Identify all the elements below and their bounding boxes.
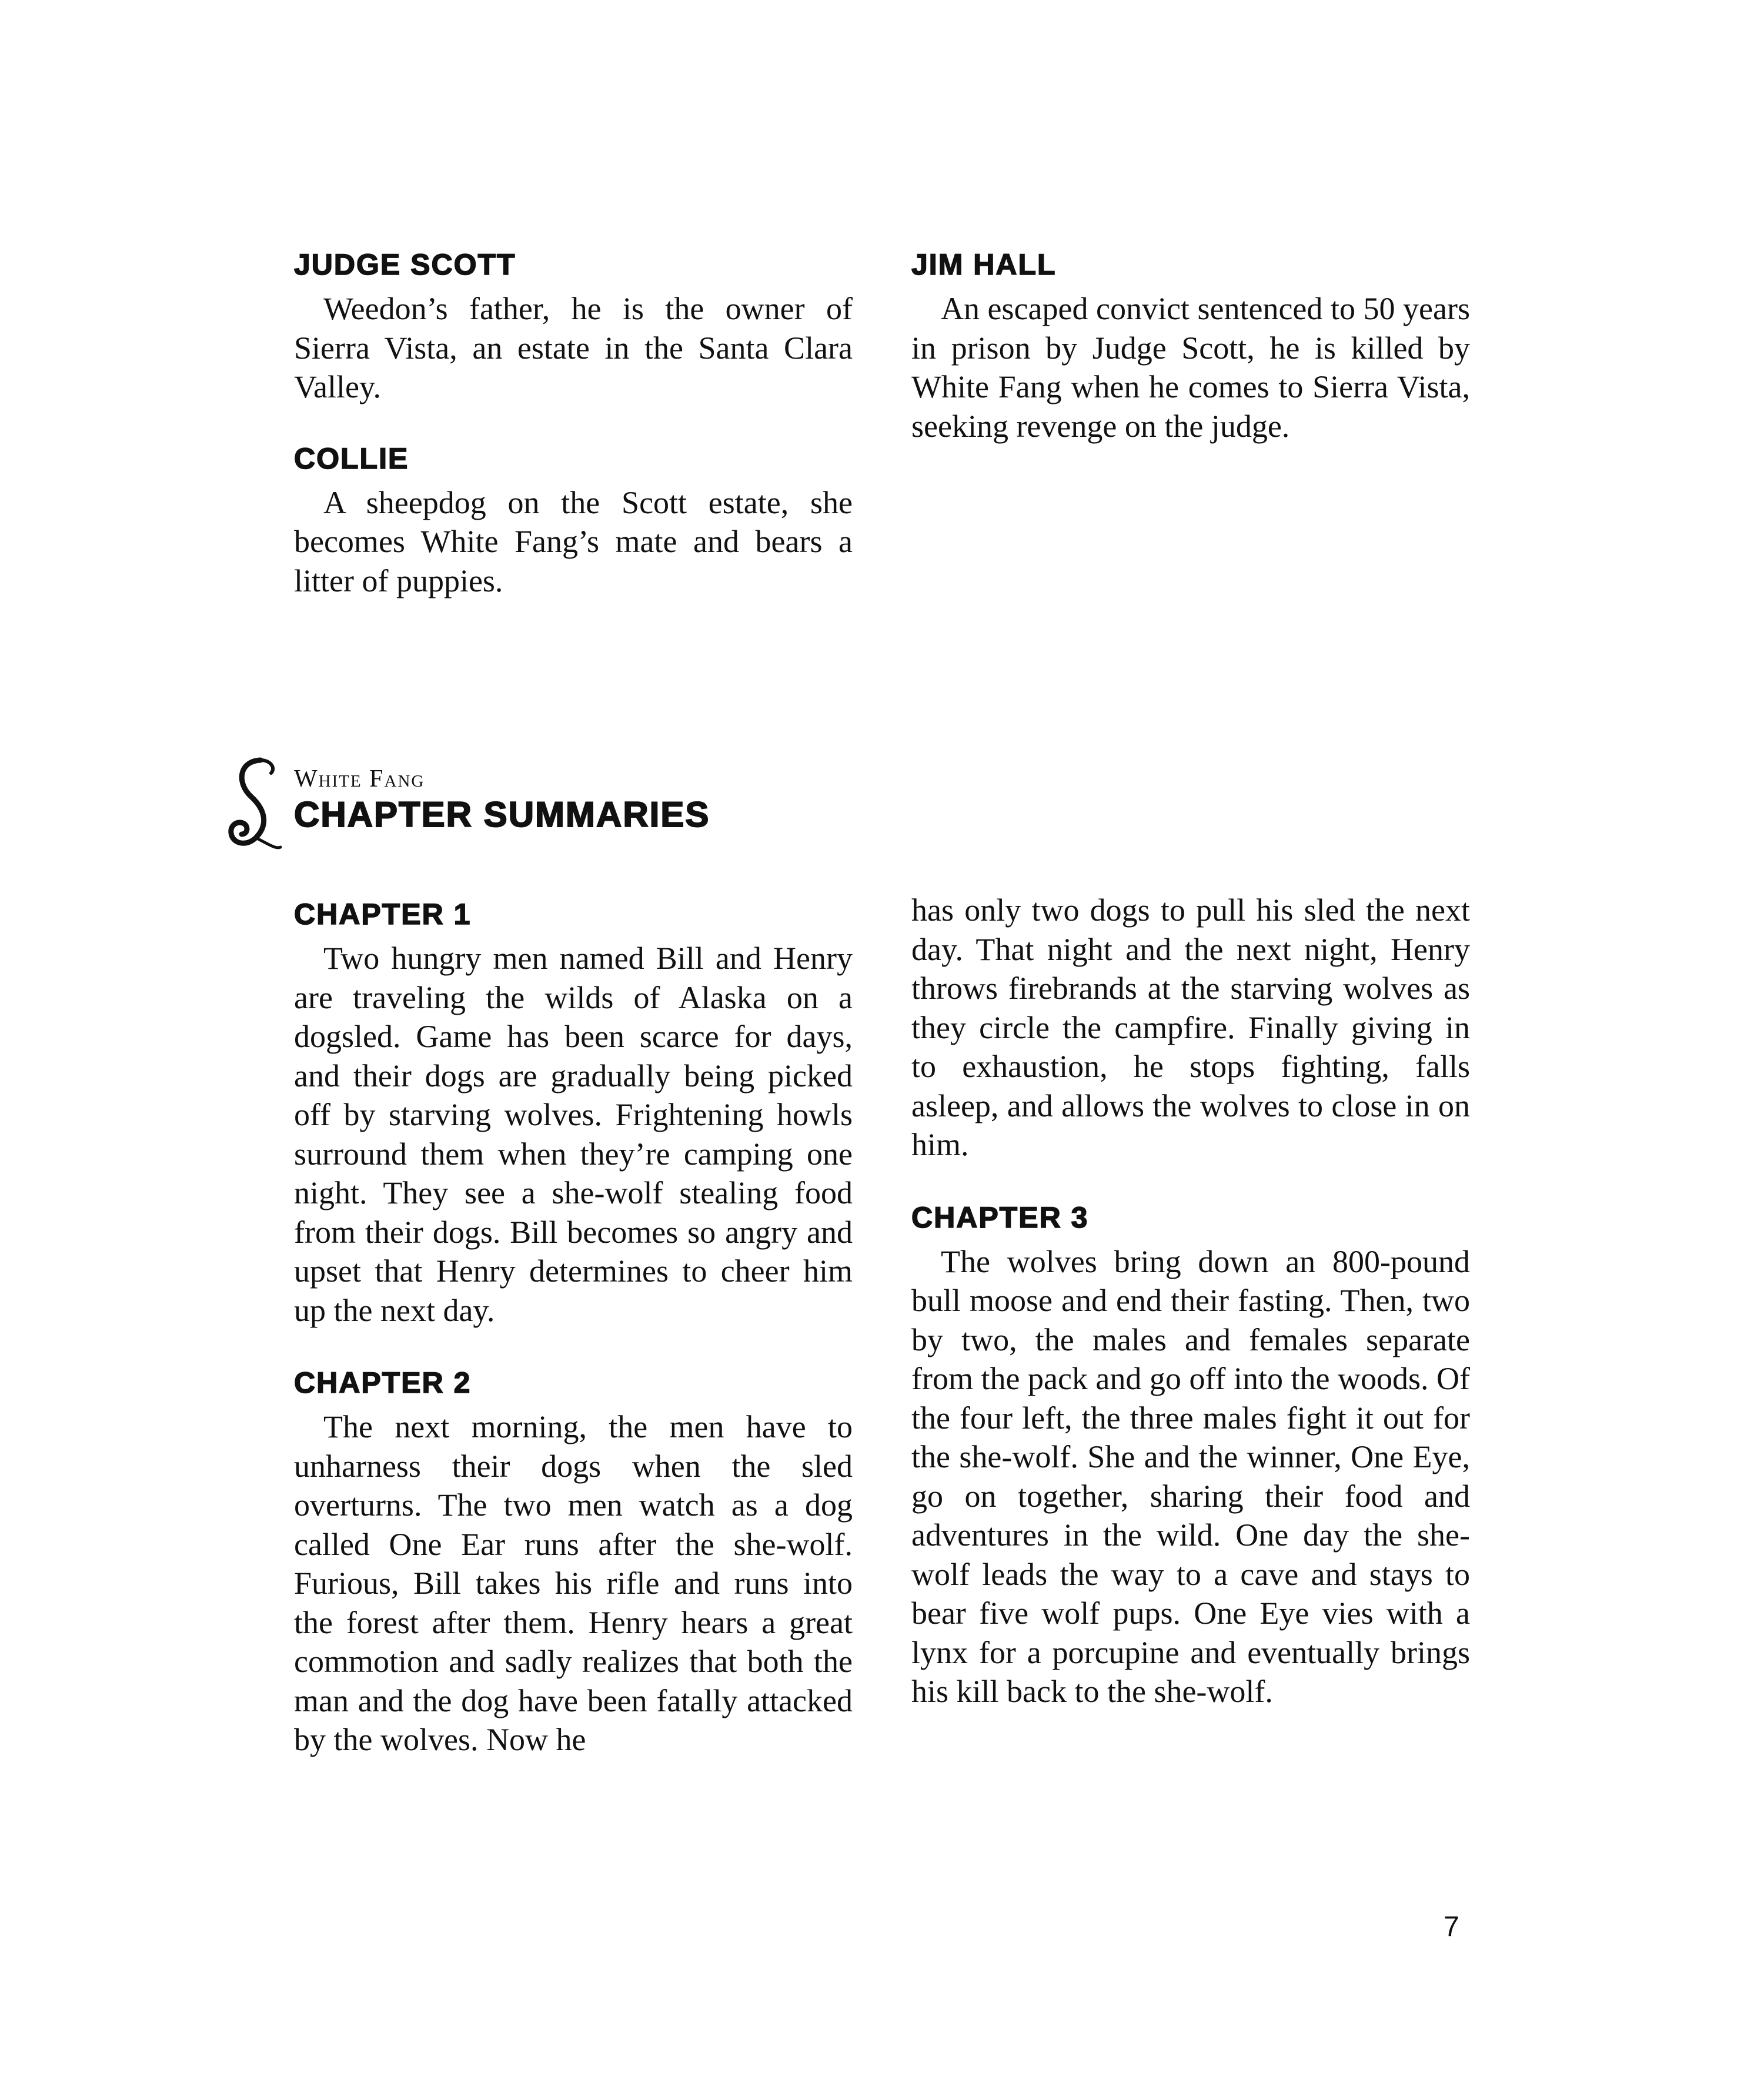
jim-hall-description: An escaped convict sentenced to 50 years in prison by Judge Scott, he is killed by White Fang when he comes to Sierra Vista, seeking revenge on the judge. xyxy=(911,291,1470,444)
characters-right-column xyxy=(911,247,1470,446)
chapter-3-heading: CHAPTER 3 xyxy=(911,1200,1089,1234)
section-title-block xyxy=(294,764,710,836)
summaries-left-column xyxy=(294,897,853,1760)
chapter-1-summary: Two hungry men named Bill and Henry are traveling the wilds of Alaska on a dogsled. Game has been scarce for days, and their dogs are gradually being picked off by starving wolves. Frightening howls surround them when they’re camping one night. They see a she-wolf stealing food from their dogs. Bill becomes so angry and upset that Henry determines to cheer him up the next day. xyxy=(294,941,853,1328)
section-ornament-icon xyxy=(215,755,285,855)
chapter-2-summary-continued: has only two dogs to pull his sled the next day. That night and the next night, Henry throws firebrands at the starving wolves as they circle the campfire. Finally giving in to exhaustion, he stops fighting, falls asleep, and allows the wolves to close in on him. xyxy=(911,892,1470,1162)
collie-heading: COLLIE xyxy=(294,442,409,475)
chapter-summaries-title: CHAPTER SUMMARIES xyxy=(294,795,710,834)
jim-hall-heading: JIM HALL xyxy=(911,248,1057,281)
judge-scott-heading: JUDGE SCOTT xyxy=(294,248,516,281)
chapter-3-summary: The wolves bring down an 800-pound bull moose and end their fasting. Then, two by two, the males and females separate from the pack and go off into the woods. Of the four left, the three males fight it out for the she-wolf. She and the winner, One Eye, go on together, sharing their food and adventures in the wild. One day the she-wolf leads the way to a cave and stays to bear five wolf pups. One Eye vies with a lynx for a porcupine and eventually brings his kill back to the she-wolf. xyxy=(911,1243,1470,1709)
characters-left-column xyxy=(294,247,853,600)
judge-scott-description: Weedon’s father, he is the owner of Sierra Vista, an estate in the Santa Clara Valley. xyxy=(294,291,853,404)
summaries-right-column xyxy=(911,891,1470,1711)
page-number: 7 xyxy=(1444,1911,1459,1942)
book-title: White Fang xyxy=(294,765,425,792)
collie-description: A sheepdog on the Scott estate, she becomes White Fang’s mate and bears a litter of puppies. xyxy=(294,484,853,598)
chapter-2-summary: The next morning, the men have to unharness their dogs when the sled overturns. The two men watch as a dog called One Ear runs after the she-wolf. Furious, Bill takes his rifle and runs into the forest after them. Henry hears a great commotion and sadly realizes that both the man and the dog have been fatally attacked by the wolves. Now he xyxy=(294,1409,853,1757)
chapter-2-heading: CHAPTER 2 xyxy=(294,1366,472,1399)
chapter-1-heading: CHAPTER 1 xyxy=(294,898,472,931)
